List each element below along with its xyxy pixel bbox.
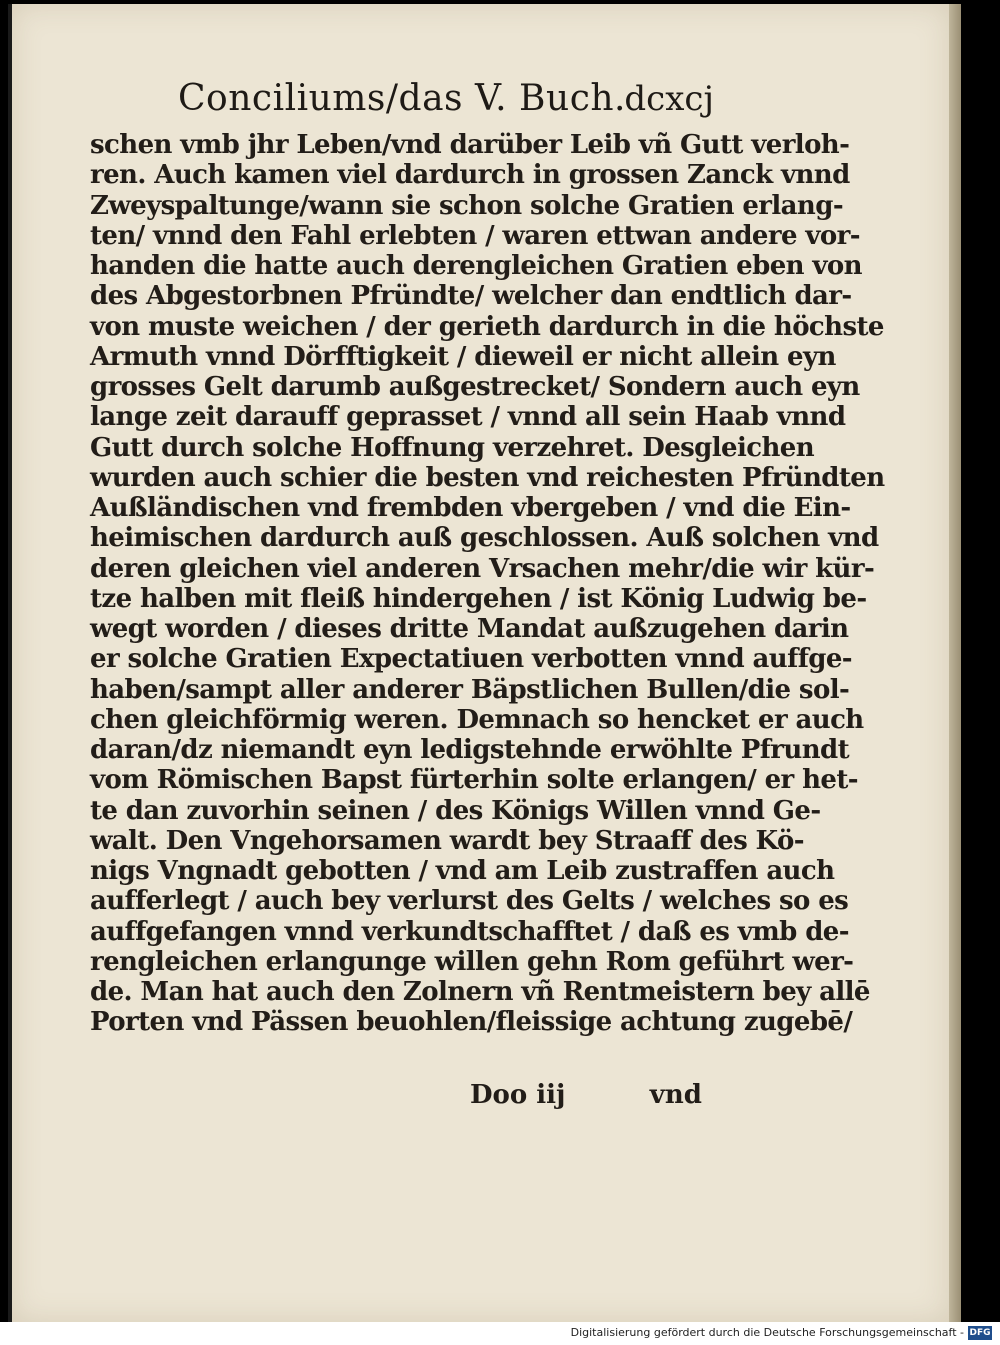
text-line: wegt worden / dieses dritte Mandat außzugehen darin xyxy=(90,614,849,644)
text-line: ten/ vnnd den Fahl erlebten / waren ettwan andere vor- xyxy=(90,220,860,251)
text-line: daran/dz niemandt eyn ledigstehnde erwöhlte Pfrundt xyxy=(90,735,849,765)
text-line: von muste weichen / der gerieth dardurch in die höchste xyxy=(90,311,884,342)
text-line: walt. Den Vngehorsamen wardt bey Straaff des Kö- xyxy=(90,825,804,856)
body-text xyxy=(90,130,885,1038)
catchline xyxy=(470,1078,702,1112)
text-line: nigs Vngnadt gebotten / vnd am Leib zustraffen auch xyxy=(90,856,835,886)
text-line: ren. Auch kamen viel dardurch in grossen Zanck vnnd xyxy=(90,160,850,191)
catchword: vnd xyxy=(649,1080,702,1110)
text-line: des Abgestorbnen Pfründte/ welcher dan endtlich dar- xyxy=(90,281,852,312)
dfg-logo: DFG xyxy=(969,1328,991,1338)
text-line: lange zeit darauff geprasset / vnnd all sein Haab vnnd xyxy=(90,402,846,433)
text-line: Außländischen vnd frembden vbergeben / vnd die Ein- xyxy=(90,493,851,523)
digitization-credit: Digitalisierung gefördert durch die Deutsche Forschungsgemeinschaft - xyxy=(570,1326,964,1339)
page-header xyxy=(94,74,714,124)
text-line: Armuth vnnd Dörfftigkeit / dieweil er nicht allein eyn xyxy=(90,341,836,372)
text-line: heimischen dardurch auß geschlossen. Auß solchen vnd xyxy=(90,523,879,554)
running-head: Conciliums/das V. Buch. xyxy=(178,78,626,119)
text-line: Gutt durch solche Hoffnung verzehret. Desgleichen xyxy=(90,432,815,463)
text-line: Porten vnd Pässen beuohlen/fleissige achtung zugebē/ xyxy=(90,1007,853,1038)
text-line: vom Römischen Bapst fürterhin solte erlangen/ er het- xyxy=(90,765,858,796)
text-line: schen vmb jhr Leben/vnd darüber Leib vñ Gutt verloh- xyxy=(90,130,850,160)
folio-number: dcxcj xyxy=(624,79,714,119)
text-line: Zweyspaltunge/wann sie schon solche Gratien erlang- xyxy=(90,190,844,221)
text-line: tze halben mit fleiß hindergehen / ist König Ludwig be- xyxy=(90,583,867,614)
signature-mark: Doo iij xyxy=(470,1080,566,1110)
text-line: auffgefangen vnnd verkundtschafftet / daß es vmb de- xyxy=(90,916,849,947)
text-line: rengleichen erlangunge willen gehn Rom geführt wer- xyxy=(90,946,854,977)
text-line: aufferlegt / auch bey verlurst des Gelts / welches so es xyxy=(90,886,849,917)
text-line: handen die hatte auch derengleichen Gratien eben von xyxy=(90,251,862,281)
text-line: er solche Gratien Expectatiuen verbotten vnnd auffge- xyxy=(90,644,852,675)
text-line: wurden auch schier die besten vnd reichesten Pfründten xyxy=(90,462,885,493)
text-line: te dan zuvorhin seinen / des Königs Willen vnnd Ge- xyxy=(90,795,821,826)
page-edge xyxy=(949,4,961,1322)
text-line: haben/sampt aller anderer Bäpstlichen Bullen/die sol- xyxy=(90,674,850,705)
text-line: grosses Gelt darumb außgestrecket/ Sondern auch eyn xyxy=(90,372,860,402)
text-line: deren gleichen viel anderen Vrsachen mehr/die wir kür- xyxy=(90,553,875,584)
text-line: chen gleichförmig weren. Demnach so hencket er auch xyxy=(90,704,864,735)
text-line: de. Man hat auch den Zolnern vñ Rentmeistern bey allē xyxy=(90,977,870,1007)
